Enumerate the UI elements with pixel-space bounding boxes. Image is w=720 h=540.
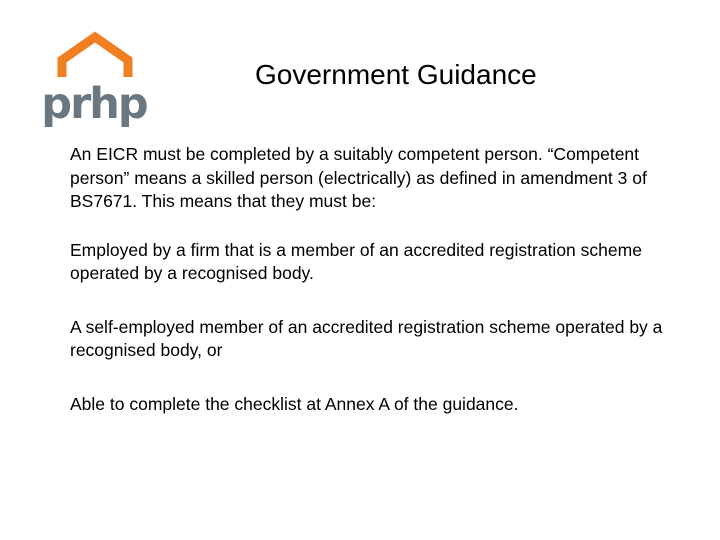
- prhp-logo: [38, 28, 150, 128]
- intro-paragraph: An EICR must be completed by a suitably competent person. “Competent person” means a skilled person (electrically) as defined in amendment 3 of BS7671. This means that they must be:: [70, 144, 647, 211]
- house-roof-icon: [38, 28, 150, 128]
- criterion-employed: Employed by a firm that is a member of an accredited registration scheme operated by a recognised body.: [70, 239, 642, 283]
- criterion-checklist: Able to complete the checklist at Annex A of the guidance.: [70, 393, 519, 414]
- logo-text: prhp: [41, 79, 147, 128]
- criterion-self-employed: A self-employed member of an accredited registration scheme operated by a recognised body, or: [70, 316, 663, 360]
- slide-title: Government Guidance: [255, 59, 537, 90]
- slide-body: [70, 143, 700, 416]
